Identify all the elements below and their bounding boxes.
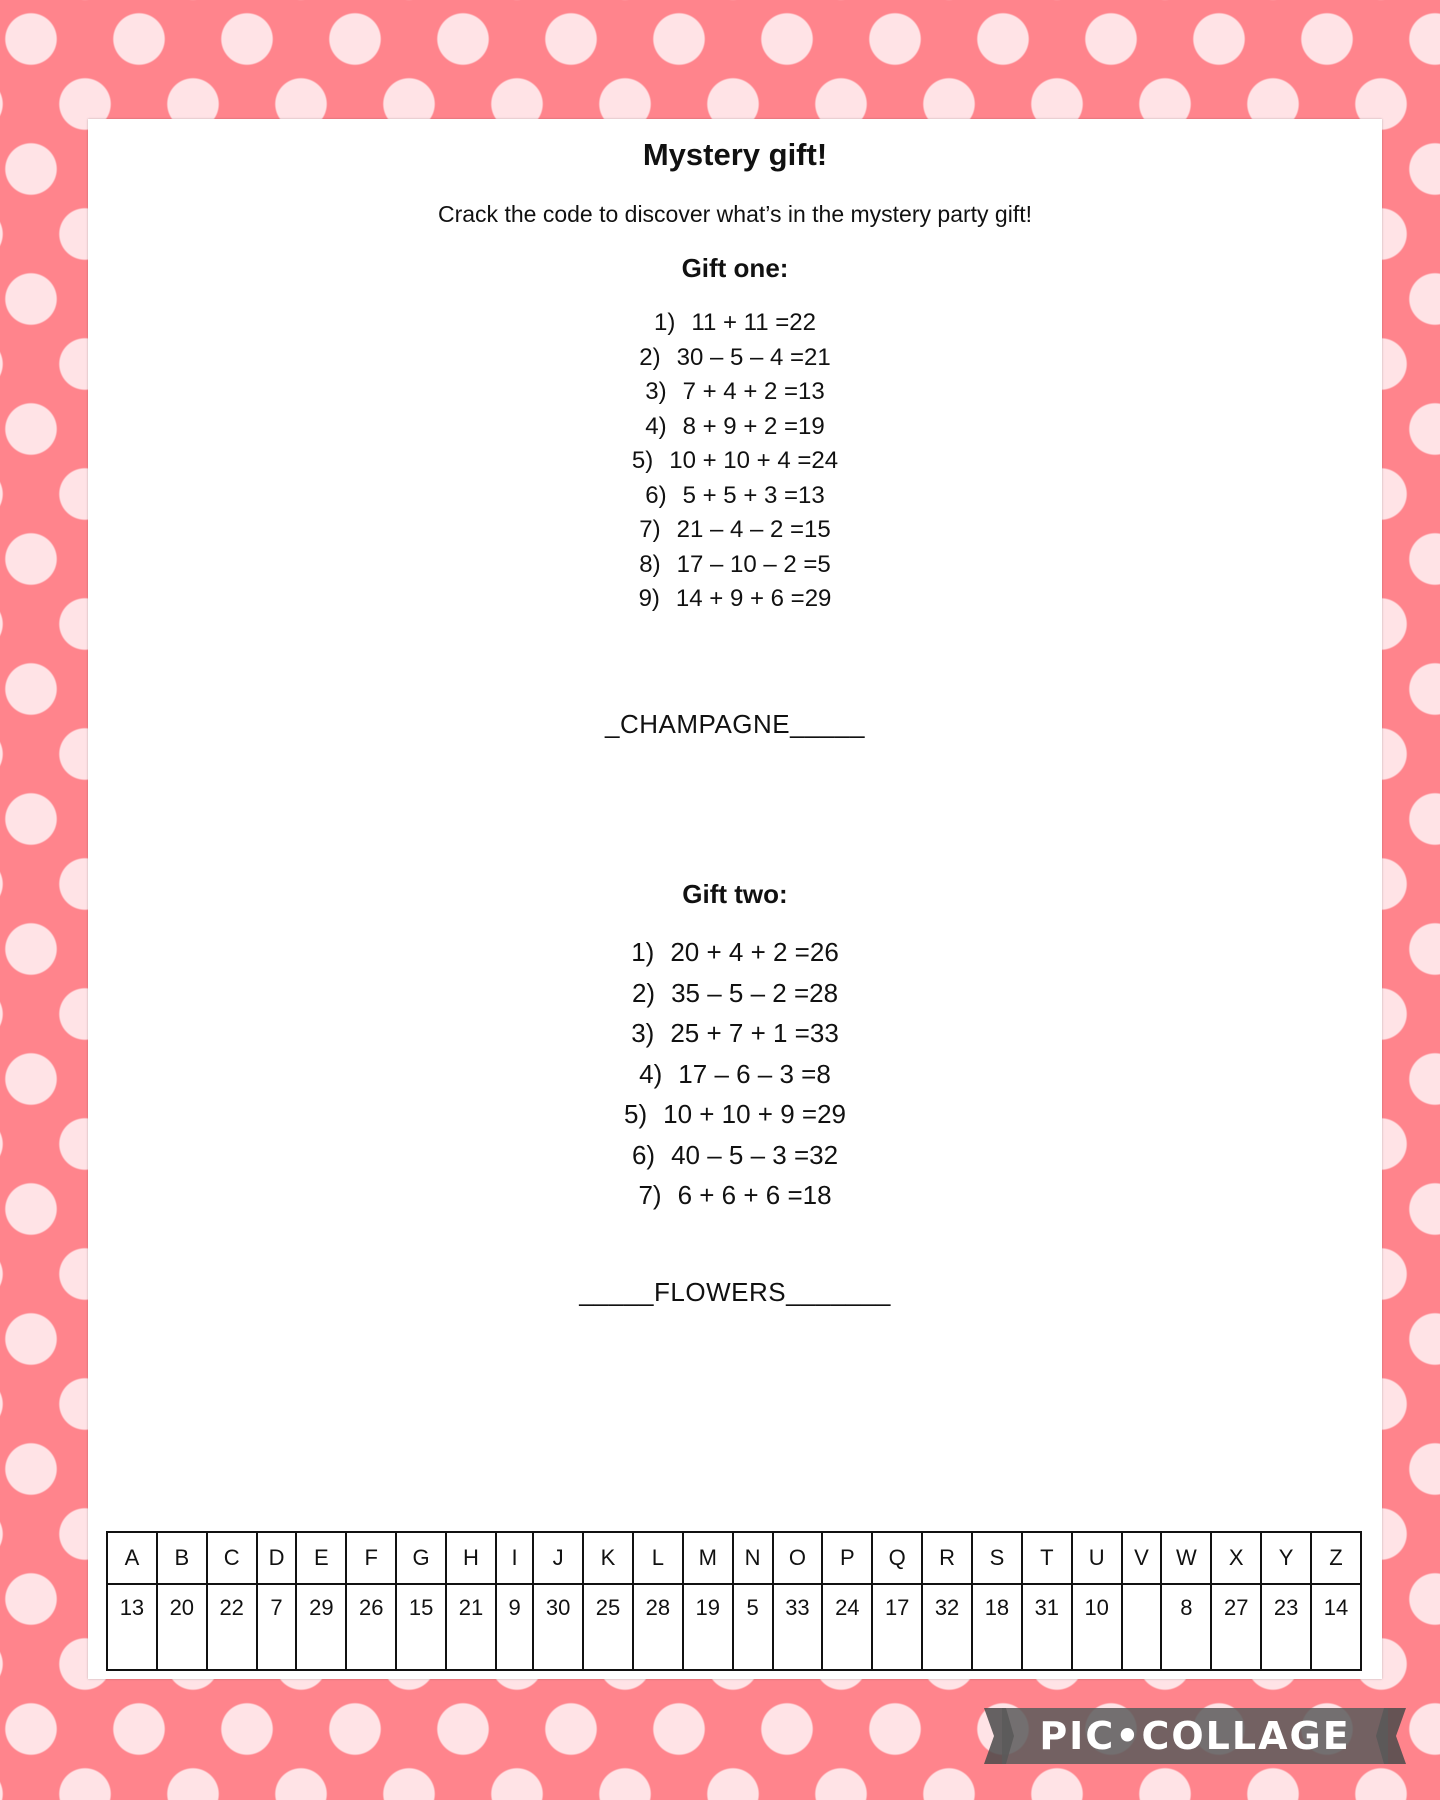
code-letters-row (107, 1532, 1361, 1584)
problem-item (88, 444, 1382, 479)
letter-cell: W (1161, 1532, 1211, 1584)
problem-expression: 35 – 5 – 2 =28 (671, 977, 839, 1008)
letter-cell: B (157, 1532, 207, 1584)
code-key-table (106, 1531, 1362, 1671)
number-cell (1122, 1584, 1162, 1670)
problem-expression: 5 + 5 + 3 =13 (682, 481, 825, 509)
problem-expression: 25 + 7 + 1 =33 (670, 1018, 839, 1048)
problem-number: 7) (638, 1180, 662, 1210)
letter-cell: U (1072, 1532, 1122, 1584)
letter-cell: R (922, 1532, 972, 1584)
number-cell: 23 (1261, 1584, 1311, 1670)
number-cell: 13 (107, 1584, 157, 1670)
letter-cell: C (207, 1532, 257, 1584)
problem-number: 9) (638, 585, 660, 612)
number-cell: 33 (773, 1584, 823, 1670)
number-cell: 32 (922, 1584, 972, 1670)
number-cell: 26 (346, 1584, 396, 1670)
gift-two-problem-list (88, 932, 1382, 1216)
code-numbers-row (107, 1584, 1361, 1670)
problem-item (88, 1135, 1382, 1176)
number-cell: 30 (533, 1584, 583, 1670)
problem-number: 4) (639, 1058, 663, 1089)
letter-cell: H (446, 1532, 496, 1584)
letter-cell: I (496, 1532, 533, 1584)
worksheet-title: Mystery gift! (642, 137, 828, 172)
letter-cell: Q (872, 1532, 922, 1584)
gift-one-problem-list (88, 306, 1382, 617)
number-cell: 15 (396, 1584, 446, 1670)
problem-number: 5) (631, 447, 654, 474)
problem-item (88, 548, 1382, 583)
gift-one-heading: Gift one: (681, 253, 789, 283)
letter-cell: K (583, 1532, 633, 1584)
problem-item (88, 1175, 1382, 1216)
problem-expression: 40 – 5 – 3 =32 (671, 1139, 839, 1170)
letter-cell: G (396, 1532, 446, 1584)
problem-number: 8) (639, 550, 661, 578)
problem-item (88, 513, 1382, 548)
letter-cell: X (1211, 1532, 1261, 1584)
problem-expression: 21 – 4 – 2 =15 (676, 516, 831, 543)
problem-expression: 8 + 9 + 2 =19 (682, 412, 825, 440)
letter-cell: V (1122, 1532, 1162, 1584)
problem-expression: 14 + 9 + 6 =29 (675, 585, 832, 612)
problem-number: 1) (631, 937, 655, 967)
pic-collage-watermark (984, 1704, 1406, 1768)
problem-item (88, 1094, 1382, 1135)
problem-expression: 30 – 5 – 4 =21 (676, 343, 831, 371)
number-cell: 7 (257, 1584, 297, 1670)
letter-cell: F (346, 1532, 396, 1584)
number-cell: 10 (1072, 1584, 1122, 1670)
letter-cell: N (733, 1532, 773, 1584)
problem-expression: 6 + 6 + 6 =18 (677, 1180, 832, 1210)
problem-number: 1) (654, 309, 676, 336)
letter-cell: D (257, 1532, 297, 1584)
problem-number: 5) (623, 1099, 648, 1129)
number-cell: 8 (1161, 1584, 1211, 1670)
number-cell: 9 (496, 1584, 533, 1670)
letter-cell: T (1022, 1532, 1072, 1584)
letter-cell: A (107, 1532, 157, 1584)
problem-number: 6) (631, 1139, 656, 1170)
number-cell: 25 (583, 1584, 633, 1670)
letter-cell: P (822, 1532, 872, 1584)
number-cell: 5 (733, 1584, 773, 1670)
letter-cell: Z (1311, 1532, 1361, 1584)
number-cell: 31 (1022, 1584, 1072, 1670)
number-cell: 28 (633, 1584, 683, 1670)
problem-expression: 17 – 6 – 3 =8 (678, 1058, 831, 1089)
number-cell: 18 (972, 1584, 1022, 1670)
problem-number: 6) (645, 481, 667, 509)
letter-cell: M (683, 1532, 733, 1584)
gift-two-heading: Gift two: (682, 879, 788, 909)
letter-cell: O (773, 1532, 823, 1584)
problem-expression: 7 + 4 + 2 =13 (682, 378, 825, 405)
gift-two-answer: _____FLOWERS_______ (579, 1277, 891, 1307)
letter-cell: J (533, 1532, 583, 1584)
letter-cell: Y (1261, 1532, 1311, 1584)
problem-number: 2) (639, 343, 661, 371)
number-cell: 24 (822, 1584, 872, 1670)
worksheet-instructions: Crack the code to discover what’s in the mystery party gift! (438, 201, 1032, 227)
number-cell: 27 (1211, 1584, 1261, 1670)
problem-expression: 10 + 10 + 9 =29 (663, 1099, 846, 1129)
problem-item (88, 932, 1382, 973)
problem-item (88, 1013, 1382, 1054)
problem-item (88, 1054, 1382, 1095)
number-cell: 22 (207, 1584, 257, 1670)
watermark-text: PIC•COLLAGE (1039, 1714, 1351, 1758)
problem-item (88, 479, 1382, 514)
number-cell: 20 (157, 1584, 207, 1670)
problem-number: 4) (645, 412, 667, 440)
problem-item (88, 341, 1382, 376)
problem-number: 3) (645, 378, 667, 405)
number-cell: 19 (683, 1584, 733, 1670)
gift-one-answer: _CHAMPAGNE_____ (605, 709, 865, 739)
problem-number: 2) (631, 977, 656, 1008)
problem-number: 7) (639, 516, 661, 543)
worksheet-page (88, 119, 1382, 1679)
problem-item (88, 410, 1382, 445)
number-cell: 17 (872, 1584, 922, 1670)
problem-item (88, 375, 1382, 410)
problem-item (88, 973, 1382, 1014)
problem-item (88, 582, 1382, 617)
problem-item (88, 306, 1382, 341)
number-cell: 21 (446, 1584, 496, 1670)
letter-cell: L (633, 1532, 683, 1584)
letter-cell: S (972, 1532, 1022, 1584)
number-cell: 14 (1311, 1584, 1361, 1670)
problem-expression: 17 – 10 – 2 =5 (676, 550, 831, 578)
problem-number: 3) (631, 1018, 655, 1048)
problem-expression: 11 + 11 =22 (691, 309, 816, 336)
letter-cell: E (296, 1532, 346, 1584)
problem-expression: 20 + 4 + 2 =26 (670, 937, 839, 967)
number-cell: 29 (296, 1584, 346, 1670)
problem-expression: 10 + 10 + 4 =24 (669, 447, 839, 474)
